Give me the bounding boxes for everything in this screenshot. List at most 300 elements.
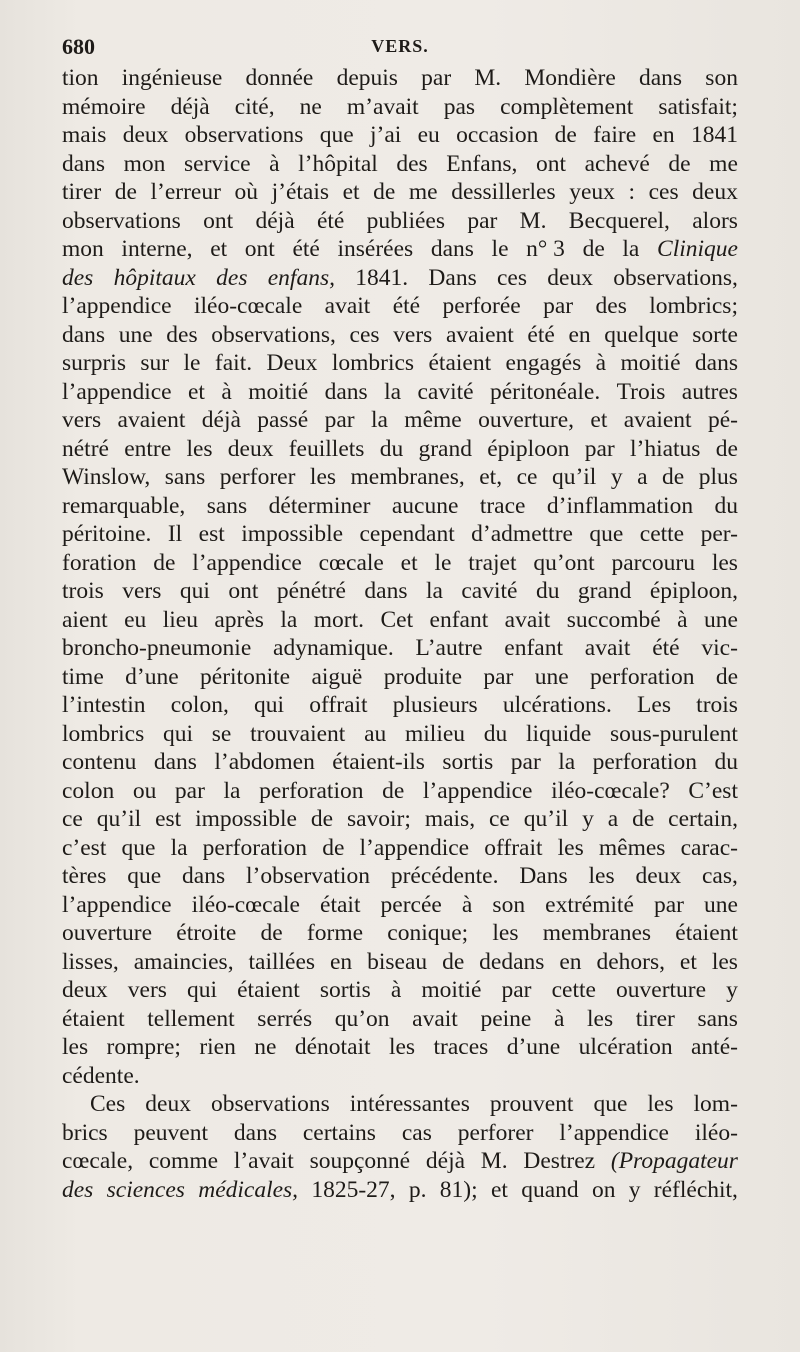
word: que [121, 834, 156, 861]
word: me [709, 150, 738, 177]
word: comme [148, 1148, 219, 1174]
word: sous-purulent [610, 720, 738, 747]
word: Mondière [524, 65, 616, 91]
word: pas [443, 93, 476, 120]
word: deux [227, 435, 274, 462]
word: avaient [117, 407, 186, 433]
word: avaient [445, 321, 514, 348]
text-line [62, 891, 738, 920]
word: dénotait [294, 1034, 371, 1060]
word: satisfait; [658, 93, 738, 120]
word: dans [233, 1119, 277, 1146]
word: deux [145, 1091, 191, 1117]
word: hôpitaux [113, 264, 196, 291]
word: perforation [592, 749, 698, 775]
word: donnée [245, 65, 314, 91]
text-line [62, 691, 738, 720]
word: vers [127, 977, 167, 1003]
word: et [342, 179, 360, 205]
word: de [260, 920, 283, 946]
word: yeux [569, 179, 615, 205]
word: a [637, 464, 648, 490]
word: sortis [319, 977, 371, 1003]
word: complètement [500, 93, 634, 120]
word: perforation [590, 663, 695, 690]
word: où [234, 179, 259, 205]
word: taillées [248, 948, 316, 975]
word: qu’il [551, 464, 597, 490]
word: ou [132, 777, 157, 804]
word: perforer [219, 464, 296, 490]
word: dessillerles [451, 179, 556, 205]
word: le [434, 549, 452, 576]
word: à [390, 977, 402, 1003]
running-title: VERS. [371, 36, 429, 56]
word: et [400, 549, 418, 576]
word: savoir; [346, 806, 411, 832]
word: des [396, 150, 428, 177]
word: déjà [255, 207, 295, 234]
word: du [535, 578, 560, 604]
word: avait [324, 293, 371, 319]
word: par [483, 663, 514, 690]
word: qui [254, 692, 285, 718]
word: sorte [692, 321, 738, 348]
word: été [392, 293, 421, 319]
word: enfant [429, 606, 489, 633]
word: Les [637, 692, 671, 718]
word: depuis [336, 65, 398, 91]
word: été [652, 635, 680, 661]
word: à [269, 150, 280, 177]
word: membranes, [350, 464, 465, 490]
word: des [216, 264, 248, 291]
word: ces [648, 179, 679, 205]
text-line [62, 292, 738, 321]
word: Enfans, [446, 150, 518, 177]
word: étaient [62, 1005, 125, 1032]
word: l’hôpital [298, 150, 378, 177]
word: service [184, 150, 251, 177]
word: tellement [147, 1005, 235, 1032]
word: qui [162, 720, 194, 747]
word: précédente. [390, 863, 499, 889]
word: et [679, 948, 697, 975]
word: l’appendice [62, 293, 172, 319]
word: qui [187, 977, 218, 1003]
word: mémoire [62, 93, 146, 120]
word: produite [383, 663, 463, 690]
word: étaient [675, 920, 738, 946]
word: biseau [367, 948, 428, 975]
text-line [62, 748, 738, 777]
word: de [373, 179, 396, 205]
word: M. [480, 1148, 508, 1174]
word: dans [364, 578, 408, 604]
word: Trois [616, 378, 666, 405]
word: colon [62, 777, 115, 804]
word: que [593, 1091, 628, 1117]
word: 81); [439, 1176, 478, 1203]
word: de [632, 806, 655, 832]
word: enfans, [267, 264, 335, 291]
word: étaient [428, 350, 492, 376]
word: certain, [668, 806, 738, 832]
word: est [155, 806, 182, 832]
word: ouverture [616, 977, 707, 1003]
word: pénétré [276, 578, 346, 604]
word: des [62, 1176, 94, 1203]
word: autres [681, 378, 738, 405]
word: des [62, 264, 94, 291]
word: sans [164, 464, 206, 490]
word: en [568, 321, 591, 348]
word: a [607, 806, 619, 832]
word: membranes [542, 920, 652, 946]
word: Il [167, 521, 183, 547]
word: le [183, 350, 201, 376]
word: intéressantes [349, 1091, 470, 1117]
word: forme [306, 920, 364, 946]
word: ulcérations. [502, 692, 612, 718]
word: une [534, 663, 569, 690]
word: l’observation [245, 863, 370, 889]
word: Ces [90, 1091, 126, 1117]
word: remarquable, [62, 492, 186, 519]
word: lieu [162, 606, 198, 633]
word: Dans [428, 264, 477, 291]
word: enfant [504, 635, 564, 661]
word: dans [430, 236, 474, 262]
word: son [492, 891, 526, 918]
word: du [714, 492, 738, 519]
word: colon, [170, 692, 229, 718]
word: grand [577, 578, 632, 604]
word: milieu [405, 720, 466, 747]
word: offrait [484, 834, 543, 861]
word: cas [401, 1119, 432, 1146]
word: L’autre [415, 635, 483, 661]
word: la [558, 749, 576, 775]
word: deux [692, 179, 738, 205]
word: publiées [366, 207, 445, 234]
text-line [62, 435, 738, 464]
word: d’une [125, 663, 179, 690]
word: (Propagateur [610, 1148, 738, 1174]
text-line [62, 805, 738, 834]
text-line [62, 1090, 738, 1119]
word: pé- [707, 407, 738, 433]
word: : [628, 179, 635, 205]
word: par [584, 435, 615, 462]
word: les [62, 1034, 89, 1060]
word: sortis [442, 749, 494, 775]
word: lombrics [62, 720, 145, 747]
word: faire [593, 122, 637, 148]
word: l’abdomen [214, 749, 315, 775]
word: d’inflammation [546, 492, 694, 519]
word: ulcération [578, 1034, 673, 1060]
word: me [408, 179, 438, 205]
word: feuillets [288, 435, 365, 462]
word: les [647, 1091, 674, 1117]
word: que [589, 521, 624, 547]
word: iléo-cœcale? [551, 777, 670, 804]
word: time [62, 663, 104, 690]
word: dans [182, 863, 226, 889]
word: les [186, 435, 213, 462]
word: était [320, 891, 361, 918]
word: cas, [702, 863, 738, 889]
word: de [310, 806, 334, 832]
word: certains [302, 1119, 376, 1146]
word: de [668, 150, 691, 177]
word: observations [184, 122, 304, 148]
word: que [319, 122, 354, 148]
word: qu’il [96, 806, 142, 832]
word: de [382, 777, 405, 804]
word: nétré [62, 435, 109, 462]
word: y [582, 806, 594, 832]
text-line [62, 1062, 738, 1091]
word: deux [62, 977, 108, 1003]
word: amaincies, [133, 948, 234, 975]
word: tirer [635, 1005, 675, 1032]
text-line [62, 207, 738, 236]
word: carac- [680, 834, 738, 861]
word: des [595, 293, 627, 319]
word: les [711, 948, 738, 975]
word: dedans [479, 948, 545, 975]
text-line [62, 976, 738, 1005]
word: qu’ont [533, 549, 595, 576]
word: offrait [309, 692, 368, 718]
word: les [711, 549, 738, 576]
word: lisses, [62, 948, 119, 975]
word: impossible [195, 806, 297, 832]
word: dans [324, 378, 368, 405]
word: insérées [337, 236, 414, 262]
word: plus [698, 464, 738, 490]
word: per- [700, 521, 738, 547]
word: ce [488, 806, 510, 832]
word: y [628, 1176, 641, 1203]
text-line [62, 577, 738, 606]
word: sans [206, 492, 248, 519]
text-line [62, 948, 738, 977]
word: M. [474, 65, 502, 91]
text-line [62, 663, 738, 692]
word: iléo-cœcale [191, 891, 300, 918]
text-line [62, 93, 738, 122]
word: surpris [62, 350, 126, 376]
word: son [705, 65, 738, 91]
word: perforation [259, 777, 364, 804]
word: la [425, 578, 443, 604]
word: m’avait [346, 93, 419, 120]
word: rien [199, 1034, 236, 1060]
word: serrés [257, 1005, 313, 1032]
word: dans [62, 321, 106, 348]
text-line [62, 150, 738, 179]
word: moitié [620, 350, 681, 376]
word: anté- [690, 1034, 738, 1060]
word: ne [299, 93, 322, 120]
text-line [62, 121, 738, 150]
word: trois [696, 692, 738, 718]
word: ont [203, 207, 234, 234]
word: de [322, 834, 345, 861]
word: la [170, 834, 188, 861]
word: épiploon, [649, 578, 738, 604]
word: brics [62, 1119, 108, 1146]
word: contenu [62, 749, 137, 775]
word: déjà [425, 1148, 466, 1174]
word: ont [244, 236, 275, 262]
word: trajet [468, 549, 517, 576]
word: dans [639, 65, 683, 91]
word: de [715, 435, 738, 462]
word: perforer [457, 1119, 534, 1146]
word: déterminer [268, 492, 371, 519]
word: ingénieuse [121, 65, 223, 91]
word: l’avait [233, 1148, 294, 1174]
word: prouvent [489, 1091, 574, 1117]
word: aucune [391, 492, 459, 519]
word: perforation [202, 834, 308, 861]
word: cette [639, 521, 685, 547]
word: deux [547, 264, 593, 291]
word: occasion [456, 122, 539, 148]
word: péritonéale. [489, 378, 601, 405]
word: foration [62, 549, 137, 576]
word: péritonite [200, 663, 291, 690]
word: entre [124, 435, 172, 462]
word: qui [179, 578, 210, 604]
word: étroite [176, 920, 237, 946]
word: deux [635, 863, 682, 889]
word: y [610, 464, 623, 490]
word: succombé [566, 606, 661, 633]
word: les [586, 1005, 614, 1032]
word: eu [417, 122, 440, 148]
word: et [210, 236, 228, 262]
word: conique; [387, 920, 469, 946]
word: se [211, 720, 232, 747]
word: iléo-cœcale [193, 293, 303, 319]
word: ouverture [62, 920, 153, 946]
word: par [501, 977, 532, 1003]
word: et [188, 378, 205, 405]
word: percée [380, 891, 442, 918]
word: vers [122, 578, 162, 604]
word: j’étais [271, 179, 330, 205]
word: 1825-27, [311, 1176, 396, 1203]
word: d’une [506, 1034, 561, 1060]
word: ce [62, 806, 83, 832]
text-line [62, 321, 738, 350]
word: à [221, 378, 232, 405]
word: épiploon [487, 435, 570, 462]
word: réfléchit, [653, 1176, 738, 1203]
word: déjà [170, 93, 210, 120]
word: peuvent [133, 1119, 208, 1146]
word: trace [479, 492, 526, 519]
text-line [62, 378, 738, 407]
word: vers [62, 407, 102, 433]
word: on [591, 1176, 616, 1203]
word: étaient-ils [332, 749, 425, 775]
word: les [309, 464, 337, 490]
word: n° 3 [526, 236, 565, 262]
text-line [62, 634, 738, 663]
word: quand [521, 1176, 579, 1203]
word: cité, [234, 93, 275, 120]
text-line [62, 1176, 738, 1205]
word: mon [123, 150, 166, 177]
word: ces [349, 321, 380, 348]
word: et, [479, 464, 503, 490]
word: médicales, [198, 1176, 299, 1203]
word: par [510, 749, 541, 775]
word: est [198, 521, 225, 547]
word: la [280, 606, 298, 633]
word: eu [124, 606, 147, 633]
word: cœcale [318, 549, 384, 576]
word: de [442, 948, 465, 975]
word: de [114, 179, 137, 205]
word: l’intestin [62, 692, 146, 718]
word: adynamique. [273, 635, 394, 661]
word: ont [228, 578, 259, 604]
word: péritoine. [62, 521, 152, 547]
word: de [715, 663, 738, 690]
text-line [62, 549, 738, 578]
word: Cet [380, 606, 414, 633]
word: cependant [359, 521, 455, 547]
word: dans [694, 350, 738, 376]
word: tion [62, 65, 99, 91]
word: l’appendice [192, 549, 302, 576]
word: observations, [211, 321, 336, 348]
word: grand [418, 435, 472, 462]
word: d’admettre [471, 521, 573, 547]
text-line [62, 1005, 738, 1034]
word: 1841. [355, 264, 409, 291]
word: tères [62, 863, 107, 889]
word: ont [535, 150, 567, 177]
word: deux [122, 122, 169, 148]
word: la [622, 236, 640, 262]
text-line [62, 606, 738, 635]
word: des [166, 321, 198, 348]
word: l’appendice [359, 834, 470, 861]
word: la [370, 407, 388, 433]
word: cédente. [62, 1062, 140, 1089]
word: mort. [313, 606, 365, 633]
word: Dans [519, 863, 568, 889]
word: plusieurs [392, 692, 478, 718]
word: l’appendice [422, 777, 533, 804]
word: en [559, 948, 582, 975]
word: l’hiatus [629, 435, 701, 462]
word: trouvaient [250, 720, 346, 747]
word: par [421, 65, 452, 91]
text-line [62, 1119, 738, 1148]
text-line [62, 492, 738, 521]
word: ces [497, 264, 528, 291]
word: observations [62, 207, 181, 234]
